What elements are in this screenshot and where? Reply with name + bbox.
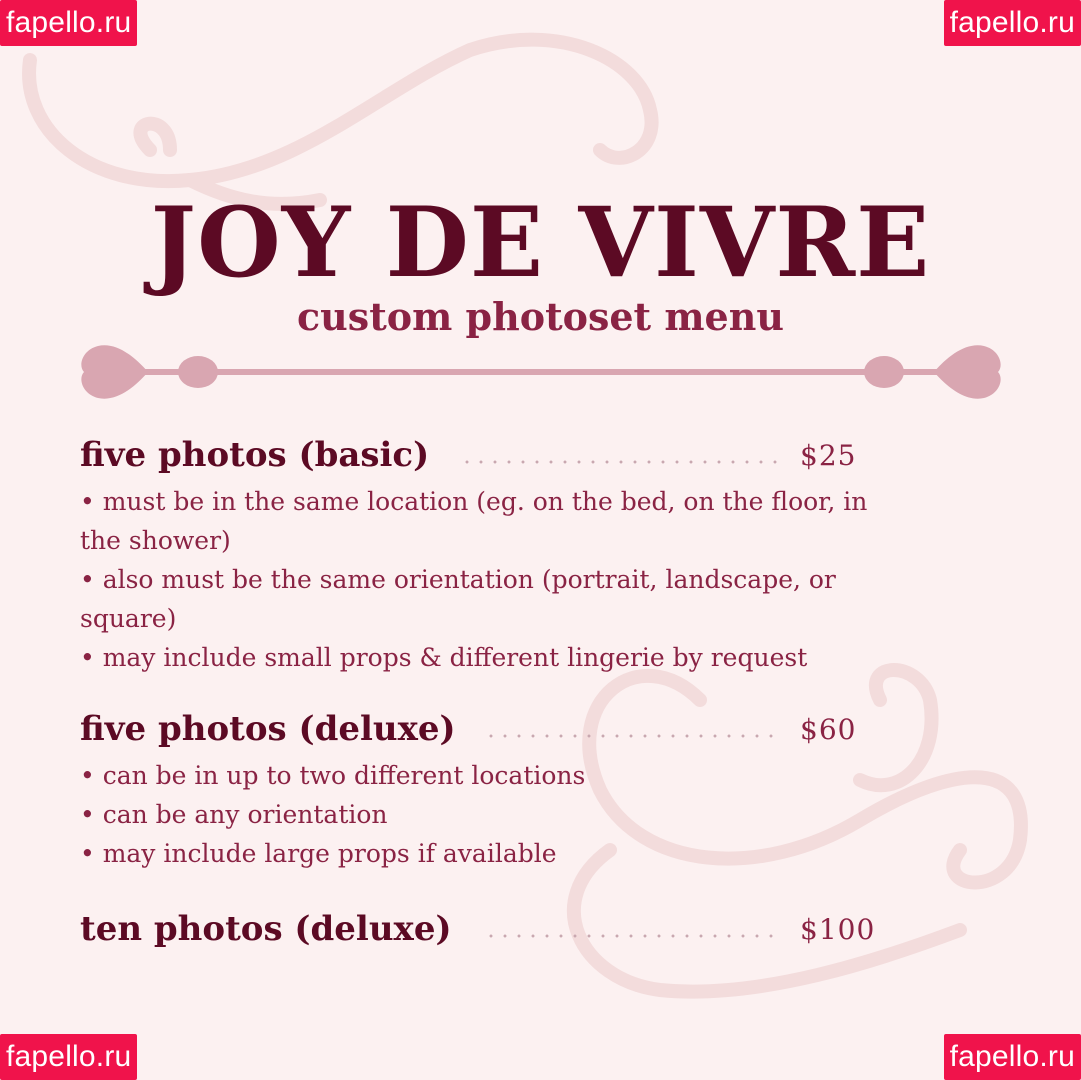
dot-leader: [484, 734, 780, 738]
dot-leader: [484, 934, 780, 938]
menu-item-title: five photos (basic): [80, 435, 430, 475]
menu-item-bullet: • can be any orientation: [80, 800, 388, 829]
menu-item-five-photos-deluxe: [80, 706, 900, 873]
menu-item-bullet: • can be in up to two different locations: [80, 761, 586, 790]
menu-item-bullet: • may include small props & different lingerie by request: [80, 643, 808, 672]
menu-item-five-photos-basic: [80, 432, 900, 677]
menu-item-price: $25: [800, 439, 857, 472]
watermark-top-right: fapello.ru: [944, 0, 1081, 46]
menu-item-title: five photos (deluxe): [80, 709, 456, 749]
menu-item-title: ten photos (deluxe): [80, 909, 452, 949]
dot-leader: [460, 460, 780, 464]
watermark-bottom-right: fapello.ru: [944, 1034, 1081, 1080]
menu-item-price: $60: [800, 713, 857, 746]
heart-divider-icon: [76, 336, 1006, 406]
page-subtitle: custom photoset menu: [297, 294, 784, 339]
menu-item-bullet: • must be in the same location (eg. on the bed, on the floor, in the shower): [80, 487, 868, 555]
menu-item-price: $100: [800, 913, 876, 946]
page-title: JOY DE VIVRE: [150, 186, 931, 299]
watermark-top-left: fapello.ru: [0, 0, 137, 46]
menu-item-bullet: • may include large props if available: [80, 839, 557, 868]
menu-item-bullet: • also must be the same orientation (portrait, landscape, or square): [80, 565, 836, 633]
watermark-bottom-left: fapello.ru: [0, 1034, 137, 1080]
menu-item-ten-photos-deluxe: [80, 906, 900, 956]
